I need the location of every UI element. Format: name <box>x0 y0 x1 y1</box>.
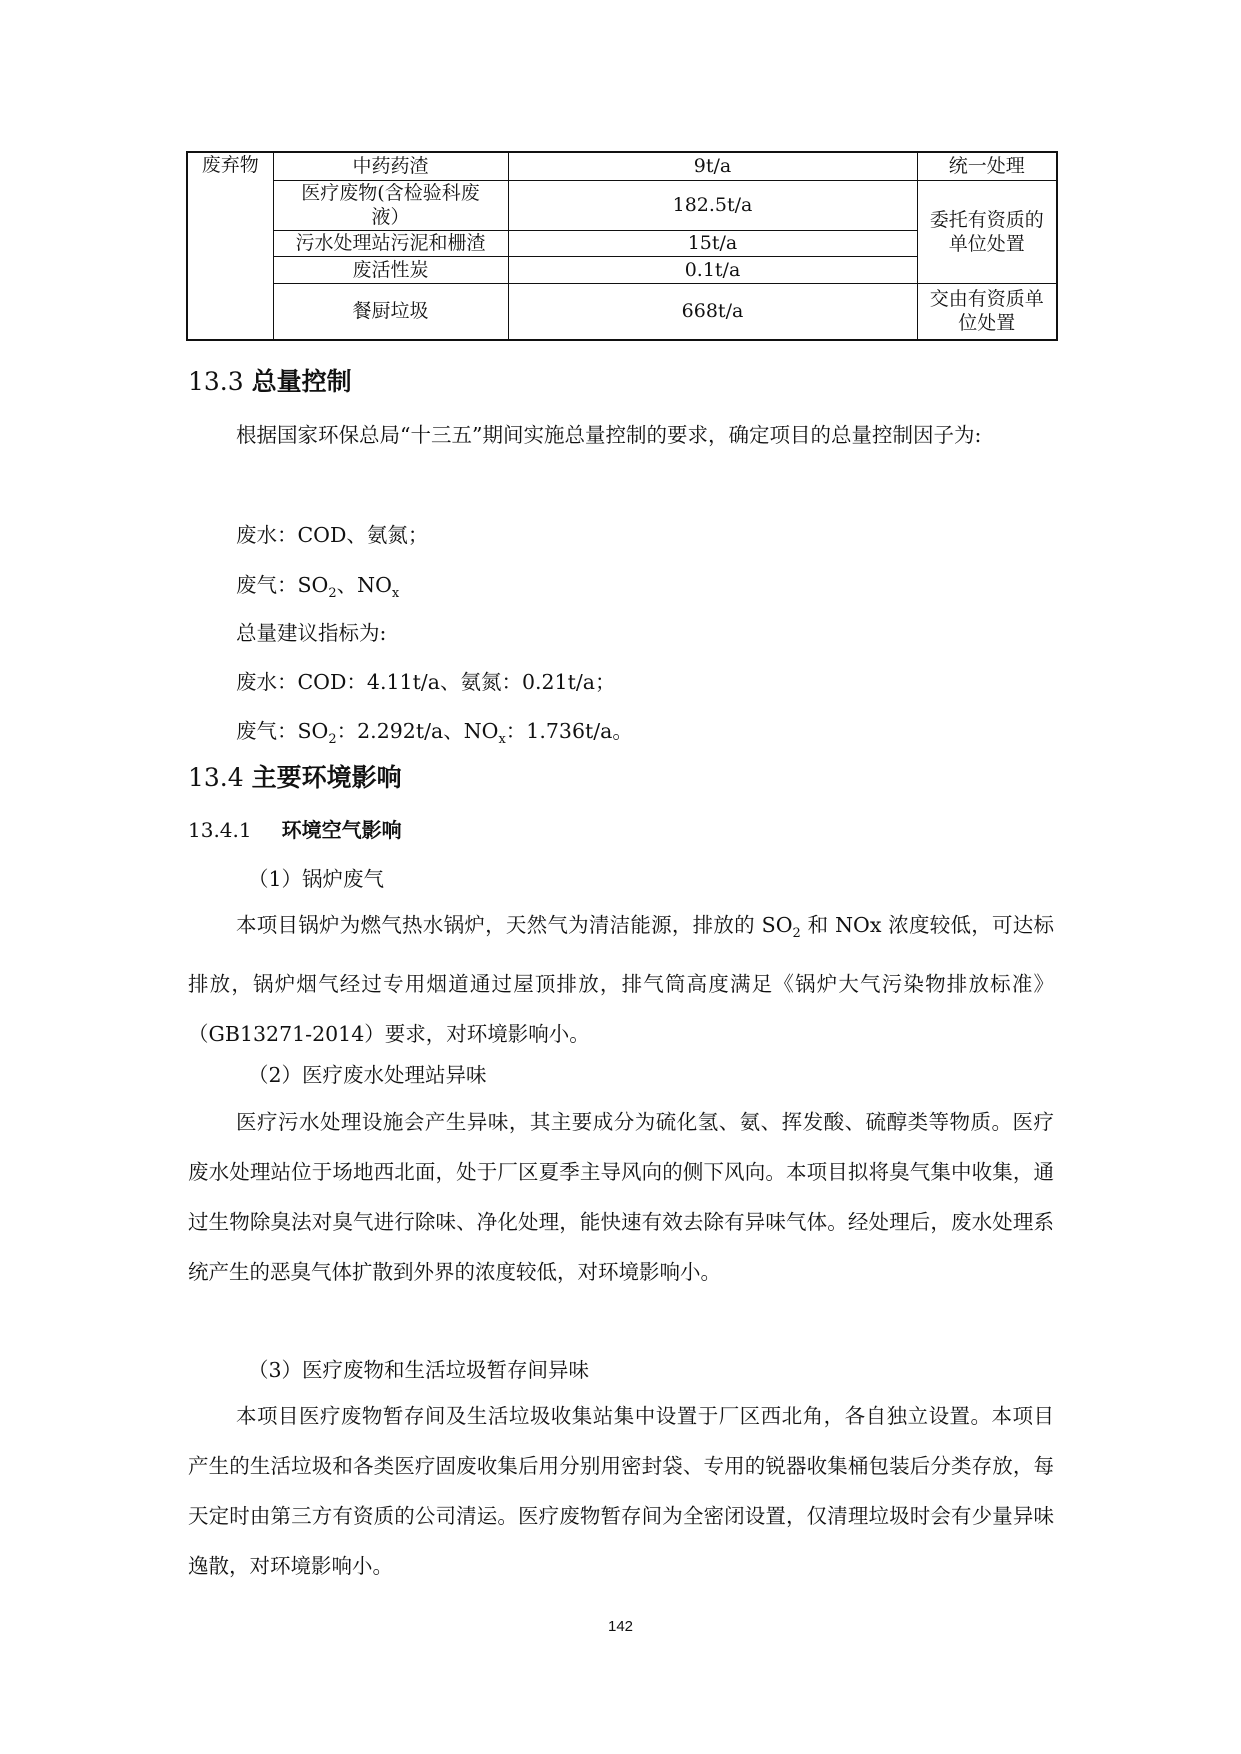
item1-paragraph: 本项目锅炉为燃气热水锅炉，天然气为清洁能源，排放的 $SO_2$ 和 NOx 浓度较低，可达标排放，锅炉烟气经过专用烟道通过屋顶排放，排气筒高度满足《锅炉大气污染物排放标准》（GB13271-2014）要求，对环境影响小。 <box>188 913 1054 1047</box>
waste-name: 餐厨垃圾 <box>273 283 508 340</box>
gas-target: 废气：$SO_2$：2.292t/a、$NO_x$：1.736t/a。 <box>236 719 633 748</box>
waste-amount: 182.5t/a <box>508 180 917 230</box>
waste-disposal: 委托有资质的 单位处置 <box>917 180 1057 283</box>
item2-title: （2）医疗废水处理站异味 <box>248 1063 487 1087</box>
water-target: 废水：COD：4.11t/a、氨氮：0.21t/a； <box>236 670 616 694</box>
item3-title: （3）医疗废物和生活垃圾暂存间异味 <box>248 1358 590 1382</box>
waste-name: 污水处理站污泥和栅渣 <box>273 230 508 256</box>
category-cell: 废弃物 <box>187 152 273 340</box>
waste-name: 中药药渣 <box>273 152 508 180</box>
section-heading-13-3: 13.3 总量控制 <box>188 367 352 396</box>
waste-table <box>186 151 1058 341</box>
waste-name: 废活性炭 <box>273 256 508 283</box>
water-factors: 废水：COD、氨氮； <box>236 523 429 547</box>
waste-amount: 0.1t/a <box>508 256 917 283</box>
waste-disposal: 统一处理 <box>917 152 1057 180</box>
waste-name: 医疗废物(含检验科废 液） <box>273 180 508 230</box>
gas-factors: 废气：$SO_2$、$NO_x$ <box>236 573 400 602</box>
waste-amount: 9t/a <box>508 152 917 180</box>
item1-title: （1）锅炉废气 <box>248 867 385 891</box>
waste-disposal: 交由有资质单 位处置 <box>917 283 1057 340</box>
item3-paragraph: 本项目医疗废物暂存间及生活垃圾收集站集中设置于厂区西北角，各自独立设置。本项目产生的生活垃圾和各类医疗固废收集后用分别用密封袋、专用的锐器收集桶包装后分类存放，每天定时由第三方有资质的公司清运。医疗废物暂存间为全密闭设置，仅清理垃圾时会有少量异味逸散，对环境影响小。 <box>188 1404 1054 1578</box>
subsection-heading-13-4-1: 13.4.1 环境空气影响 <box>188 818 402 842</box>
target-label: 总量建议指标为: <box>236 621 387 645</box>
waste-amount: 15t/a <box>508 230 917 256</box>
waste-amount: 668t/a <box>508 283 917 340</box>
section-heading-13-4: 13.4 主要环境影响 <box>188 763 402 792</box>
item2-paragraph: 医疗污水处理设施会产生异味，其主要成分为硫化氢、氨、挥发酸、硫醇类等物质。医疗废水处理站位于场地西北面，处于厂区夏季主导风向的侧下风向。本项目拟将臭气集中收集，通过生物除臭法对臭气进行除味、净化处理，能快速有效去除有异味气体。经处理后，废水处理系统产生的恶臭气体扩散到外界的浓度较低，对环境影响小。 <box>188 1110 1054 1284</box>
page-number: 142 <box>607 1618 634 1635</box>
paragraph-intro: 根据国家环保总局“十三五”期间实施总量控制的要求，确定项目的总量控制因子为: <box>236 423 982 447</box>
